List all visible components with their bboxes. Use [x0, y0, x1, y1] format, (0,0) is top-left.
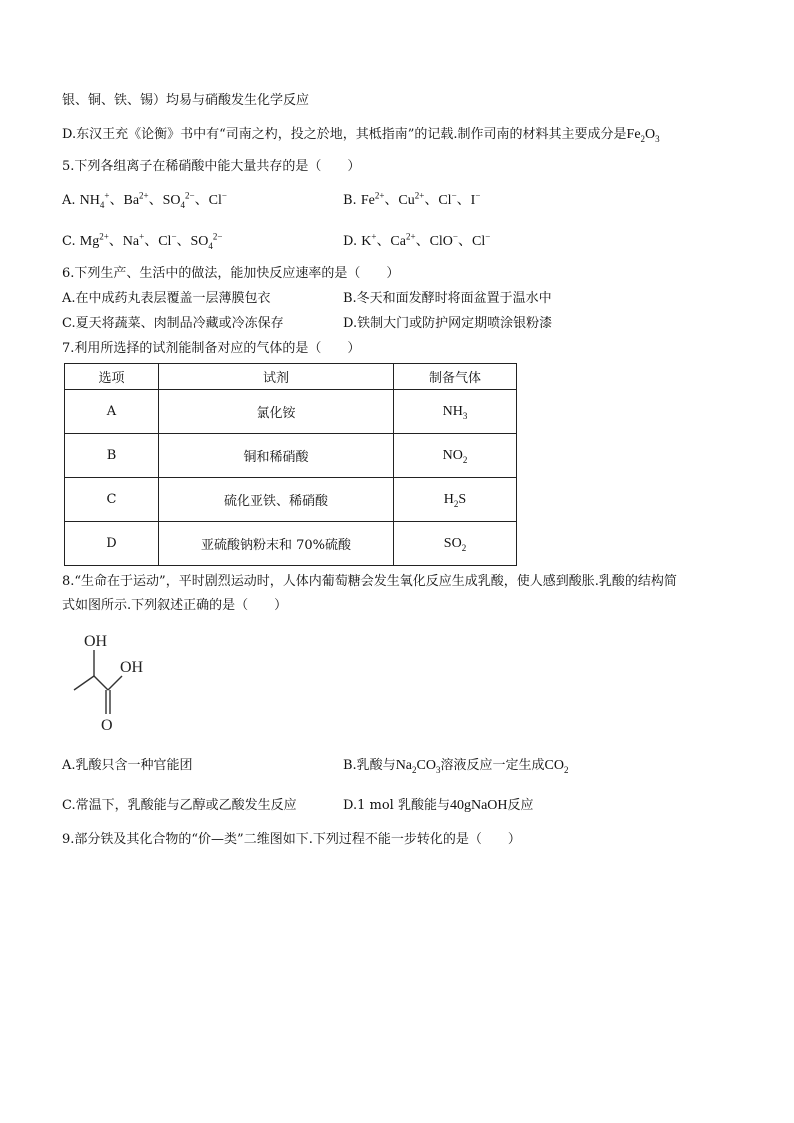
row-gas: $H_2S$	[394, 478, 517, 522]
row-option: D	[65, 522, 159, 566]
row-reagent: 氯化铵	[159, 390, 394, 434]
intro-line-1: 银、铜、铁、锡）均易与硝酸发生化学反应	[62, 93, 310, 108]
table-row	[65, 522, 517, 566]
q8-option-d-suffix: 反应	[507, 798, 534, 813]
table-row	[65, 390, 517, 434]
intro-option-d-text: D.东汉王充《论衡》书中有“司南之杓，投之於地，其柢指南”的记载.制作司南的材料其主要成分是	[62, 127, 627, 142]
row-gas: $NO_2$	[394, 434, 517, 478]
q5-option-d-ions: K+、$Ca^{2+}$、ClO−、Cl−	[361, 231, 491, 249]
fe2o3-formula: $Fe_2O_3$	[626, 127, 660, 144]
q5-option-c-ions: $Mg^{2+}$、Na+、Cl−、$SO_4^{2-}$	[79, 231, 223, 251]
q5-option-a-label: A.	[62, 193, 76, 208]
table-row	[65, 478, 517, 522]
q6-option-d: D.铁制大门或防护网定期喷涂银粉漆	[343, 316, 553, 331]
row-reagent: 铜和稀硝酸	[159, 434, 394, 478]
row-option: B	[65, 434, 159, 478]
q5-option-d	[343, 233, 490, 251]
row-reagent: 硫化亚铁、稀硝酸	[159, 478, 394, 522]
q5-option-b-ions: $Fe^{2+}$、$Cu^{2+}$、Cl−、I−	[360, 190, 481, 208]
lactic-acid-structure	[66, 628, 166, 738]
q7-table	[64, 363, 517, 566]
oh-top-label: OH	[84, 633, 108, 650]
q8-option-d	[343, 797, 534, 815]
q5-option-c	[62, 233, 223, 251]
q9-stem: 9.部分铁及其化合物的“价—类”二维图如下.下列过程不能一步转化的是（ ）	[62, 832, 521, 847]
q5-option-b	[343, 192, 480, 210]
header-reagent: 试剂	[159, 364, 394, 390]
table-row	[65, 434, 517, 478]
q5-option-a-ions: $NH_4^+$、$Ba^{2+}$、$SO_4^{2-}$、Cl−	[79, 190, 227, 210]
header-gas: 制备气体	[394, 364, 517, 390]
q5-option-b-label: B.	[343, 193, 357, 208]
bond-c-c	[94, 676, 108, 690]
naoh-formula: 40gNaOH	[449, 798, 508, 813]
intro-option-d	[62, 126, 660, 144]
co2-formula: $CO_2$	[544, 758, 569, 775]
structure-bonds	[74, 650, 122, 714]
q5-option-a	[62, 192, 227, 210]
oh-right-label: OH	[120, 659, 144, 676]
q6-option-a: A.在中成药丸表层覆盖一层薄膜包衣	[62, 291, 271, 306]
bond-methyl	[74, 676, 94, 690]
q8-option-c: C.常温下，乳酸能与乙醇或乙酸发生反应	[62, 798, 297, 813]
na2co3-formula: $Na_2CO_3$	[395, 758, 441, 775]
q5-option-c-label: C.	[62, 234, 76, 249]
row-gas: $SO_2$	[394, 522, 517, 566]
q5-option-d-label: D.	[343, 234, 358, 249]
q7-stem: 7.利用所选择的试剂能制备对应的气体的是（ ）	[62, 341, 361, 356]
q5-stem: 5.下列各组离子在稀硝酸中能大量共存的是（ ）	[62, 159, 361, 174]
q8-option-d-prefix: D.1 mol 乳酸能与	[343, 798, 450, 813]
table-header-row	[65, 364, 517, 390]
q6-option-c: C.夏天将蔬菜、肉制品冷藏或冷冻保存	[62, 316, 284, 331]
bond-c-oh-acid	[108, 676, 122, 690]
header-option: 选项	[65, 364, 159, 390]
q6-option-b: B.冬天和面发酵时将面盆置于温水中	[343, 291, 552, 306]
row-option: A	[65, 390, 159, 434]
q6-stem: 6.下列生产、生活中的做法，能加快反应速率的是（ ）	[62, 266, 400, 281]
q8-stem-line-1: 8.“生命在于运动”，平时剧烈运动时，人体内葡萄糖会发生氧化反应生成乳酸，使人感到酸胀.乳酸的结构简	[62, 574, 677, 589]
row-reagent: 亚硫酸钠粉末和 70%硫酸	[159, 522, 394, 566]
o-bottom-label: O	[101, 717, 113, 734]
q8-option-b-mid: 溶液反应一定生成	[440, 758, 545, 773]
row-gas: $NH_3$	[394, 390, 517, 434]
q8-option-b-prefix: B.乳酸与	[343, 758, 396, 773]
q8-option-b	[343, 757, 568, 775]
q8-stem-line-2: 式如图所示.下列叙述正确的是（ ）	[62, 598, 288, 613]
q8-option-a: A.乳酸只含一种官能团	[62, 758, 193, 773]
row-option: C	[65, 478, 159, 522]
